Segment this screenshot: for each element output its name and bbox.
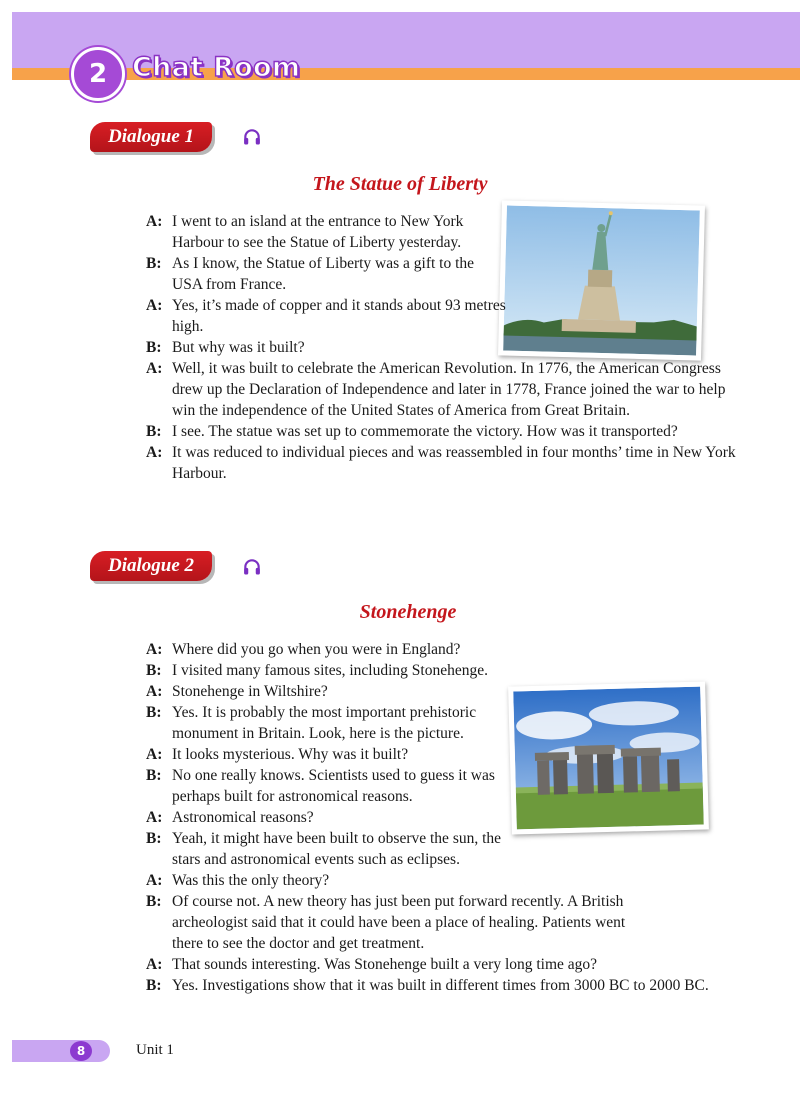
speaker-label: A:	[146, 955, 163, 973]
line-text: Yes. It is probably the most important prehistoric monument in Britain. Look, here is the picture.	[172, 704, 477, 743]
speaker-label: B:	[146, 704, 162, 722]
dialogue-line	[146, 661, 742, 682]
page-number: 8	[70, 1041, 92, 1061]
line-text: I see. The statue was set up to commemorate the victory. How was it transported?	[172, 422, 678, 440]
header-band	[12, 12, 800, 68]
dialogue-line	[146, 359, 742, 421]
speaker-label: B:	[146, 893, 162, 911]
dialogue-line	[146, 443, 742, 485]
line-text: It was reduced to individual pieces and was reassembled in four months’ time in New York Harbour.	[172, 444, 736, 482]
dialogue-line	[146, 682, 517, 703]
speaker-label: A:	[146, 746, 163, 764]
header-accent-band	[12, 68, 800, 80]
line-text: Astronomical reasons?	[172, 809, 314, 827]
line-text: But why was it built?	[172, 338, 305, 356]
line-text: No one really knows. Scientists used to guess it was perhaps built for astronomical reasons.	[172, 767, 495, 806]
speaker-label: A:	[146, 360, 163, 378]
section-number-badge: 2	[71, 47, 125, 101]
line-text: Yes, it’s made of copper and it stands about 93 metres high.	[172, 296, 506, 335]
dialogue-line	[146, 829, 527, 871]
speaker-label: B:	[146, 422, 162, 440]
dialogue-1-title: The Statue of Liberty	[312, 173, 488, 195]
section-title: Chat Room	[132, 52, 301, 83]
line-text: As I know, the Statue of Liberty was a gift to the USA from France.	[172, 254, 475, 293]
headphones-icon[interactable]	[242, 557, 262, 577]
line-text: Of course not. A new theory has just been put forward recently. A British archeologist said that it could have been a place of healing. Patients went there to see the doctor and get treatment.	[172, 893, 626, 952]
line-text: I went to an island at the entrance to New York Harbour to see the Statue of Liberty yesterday.	[172, 213, 464, 251]
speaker-label: A:	[146, 444, 163, 462]
speaker-label: B:	[146, 977, 162, 995]
line-text: Yes. Investigations show that it was built in different times from 3000 BC to 2000 BC.	[172, 977, 709, 995]
speaker-label: A:	[146, 641, 163, 658]
line-text: Well, it was built to celebrate the American Revolution. In 1776, the American Congress drew up the Declaration of Independence and later in 1778, France joined the war to help win the independence of the United States of America from Great Britain.	[172, 360, 726, 419]
dialogue-line	[146, 955, 742, 976]
line-text: That sounds interesting. Was Stonehenge built a very long time ago?	[172, 955, 598, 973]
speaker-label: B:	[146, 767, 162, 785]
line-text: Where did you go when you were in England?	[172, 641, 461, 658]
speaker-label: B:	[146, 254, 162, 272]
speaker-label: B:	[146, 338, 162, 356]
line-text: Yeah, it might have been built to observe the sun, the stars and astronomical events such as eclipses.	[172, 830, 502, 869]
dialogue-line	[146, 296, 507, 338]
speaker-label: A:	[146, 809, 163, 827]
speaker-label: B:	[146, 662, 162, 680]
dialogue-line	[146, 254, 507, 296]
dialogue-line	[146, 766, 517, 808]
footer-bar	[12, 1040, 110, 1062]
speaker-label: A:	[146, 683, 163, 701]
dialogue-2-lines	[146, 640, 716, 997]
dialogue-2-title: Stonehenge	[359, 601, 457, 623]
dialogue-1-label: Dialogue 1	[90, 122, 212, 152]
dialogue-line	[146, 703, 517, 745]
dialogue-line	[146, 338, 507, 359]
dialogue-line	[146, 871, 742, 892]
speaker-label: B:	[146, 830, 162, 848]
dialogue-line	[146, 892, 637, 954]
speaker-label: A:	[146, 296, 163, 314]
dialogue-2-label: Dialogue 2	[90, 551, 212, 581]
dialogue-line	[146, 640, 742, 661]
speaker-label: A:	[146, 872, 163, 890]
line-text: I visited many famous sites, including Stonehenge.	[172, 662, 488, 680]
dialogue-1-lines	[146, 212, 736, 485]
dialogue-line	[146, 976, 772, 997]
line-text: It looks mysterious. Why was it built?	[172, 746, 409, 764]
dialogue-line	[146, 212, 507, 254]
unit-label: Unit 1	[136, 1042, 174, 1058]
line-text: Stonehenge in Wiltshire?	[172, 683, 328, 701]
dialogue-line	[146, 808, 517, 829]
dialogue-line	[146, 745, 517, 766]
dialogue-line	[146, 422, 742, 443]
speaker-label: A:	[146, 213, 163, 230]
headphones-icon[interactable]	[242, 127, 262, 147]
line-text: Was this the only theory?	[172, 872, 330, 890]
